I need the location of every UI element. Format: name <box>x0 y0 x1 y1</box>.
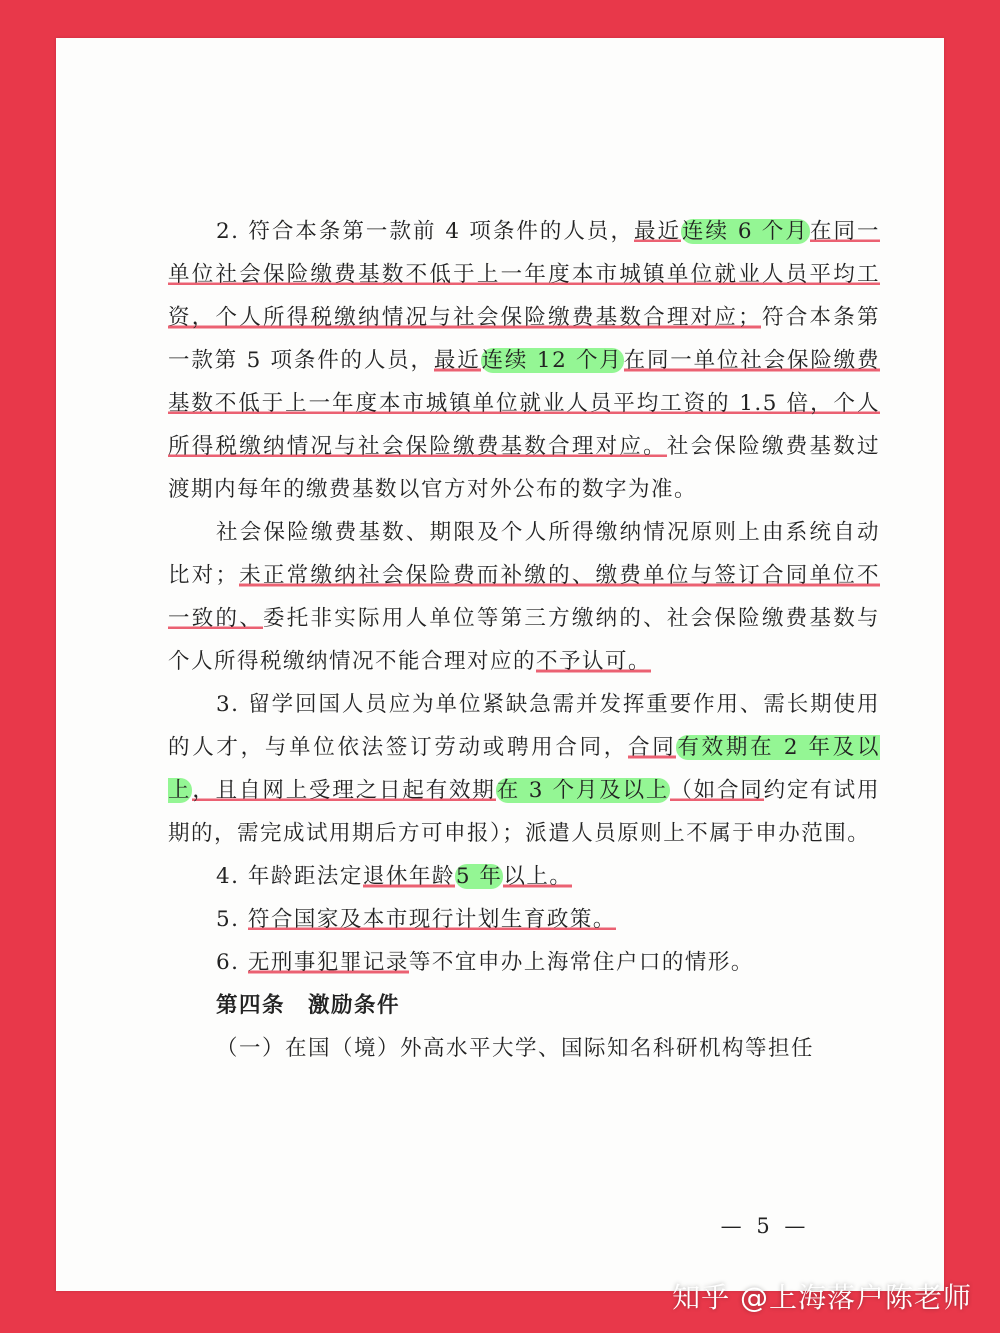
paragraph-item-6 <box>168 941 880 984</box>
green-highlight-text: 有效期在 2 年及以上 <box>168 735 880 803</box>
red-underline-text: 退休年龄 <box>362 864 455 889</box>
text-span: 社会保险缴费基数、期限及个人所得缴纳情况原则上由系统自动比对； <box>168 520 880 588</box>
red-underline-text: 无刑事犯罪记录 <box>247 950 409 975</box>
red-underline-text: ，且自网上受理之日起有效期 <box>192 778 496 803</box>
text-span: 符合本条第一款第 5 项条件的人员， <box>168 305 880 373</box>
text-span: 3. 留学回国人员应为单位紧缺急需并发挥重要作用、需长期使用的人才，与单位依法签订劳动或聘用合同， <box>168 692 880 760</box>
text-span: 社会保险缴费基数过渡期内每年的缴费基数以官方对外公布的数字为准。 <box>168 434 880 502</box>
watermark: 知乎 @上海落户陈老师 <box>672 1281 972 1314</box>
red-underline-text: 合同 <box>628 735 677 760</box>
paragraph-social-insurance <box>168 511 880 683</box>
red-underline-text: 未正常缴纳社会保险费而补缴的、缴费单位与签订合同单位不一致的、 <box>168 563 880 631</box>
red-underline-text: 最近 <box>633 219 681 244</box>
red-underline-text: 最近 <box>433 348 481 373</box>
text-span: 6. <box>216 950 248 975</box>
document-page <box>56 38 944 1291</box>
text-span: 4. 年龄距法定 <box>216 864 363 889</box>
green-highlight-text: 连续 12 个月 <box>481 348 623 373</box>
paragraph-item-3 <box>168 683 880 855</box>
text-span: 委托非实际用人单位等第三方缴纳的、社会保险缴费基数与个人所得税缴纳情况不能合理对应的 <box>168 606 880 674</box>
section-heading: 第四条 激励条件 <box>216 993 401 1018</box>
green-highlight-text: 连续 6 个月 <box>682 219 809 244</box>
document-body <box>168 210 880 1070</box>
red-underline-text: 符合国家及本市现行计划生育政策。 <box>247 907 616 932</box>
paragraph-incentive-1: （一）在国（境）外高水平大学、国际知名科研机构等担任 <box>216 1036 815 1061</box>
red-underline-text: 在同一单位社会保险缴费基数不低于上一年度本市城镇单位就业人员平均工资，个人所得税缴纳情况与社会保险缴费基数合理对应； <box>168 219 880 330</box>
red-underline-text: （如合同 <box>670 778 764 803</box>
green-highlight-text: 5 年 <box>455 864 503 889</box>
red-underline-text: 不予认可。 <box>536 649 652 674</box>
text-span: 2. 符合本条第一款前 4 项条件的人员， <box>216 219 634 244</box>
text-span: 5. <box>216 907 248 932</box>
green-highlight-text: 在 3 个月及以上 <box>496 778 670 803</box>
text-span: 约定有试用期的，需完成试用期后方可申报）；派遣人员原则上不属于申办范围。 <box>168 778 880 846</box>
paragraph-item-5 <box>168 898 880 941</box>
red-underline-text: 以上。 <box>503 864 573 889</box>
paragraph-item-4 <box>168 855 880 898</box>
paragraph-item-2 <box>168 210 880 511</box>
text-span: 等不宜申办上海常住户口的情形。 <box>408 950 754 975</box>
red-underline-text: 在同一单位社会保险缴费基数不低于上一年度本市城镇单位就业人员平均工资的 1.5 倍，个人所得税缴纳情况与社会保险缴费基数合理对应。 <box>168 348 880 459</box>
page-number: — 5 — <box>720 1214 810 1238</box>
